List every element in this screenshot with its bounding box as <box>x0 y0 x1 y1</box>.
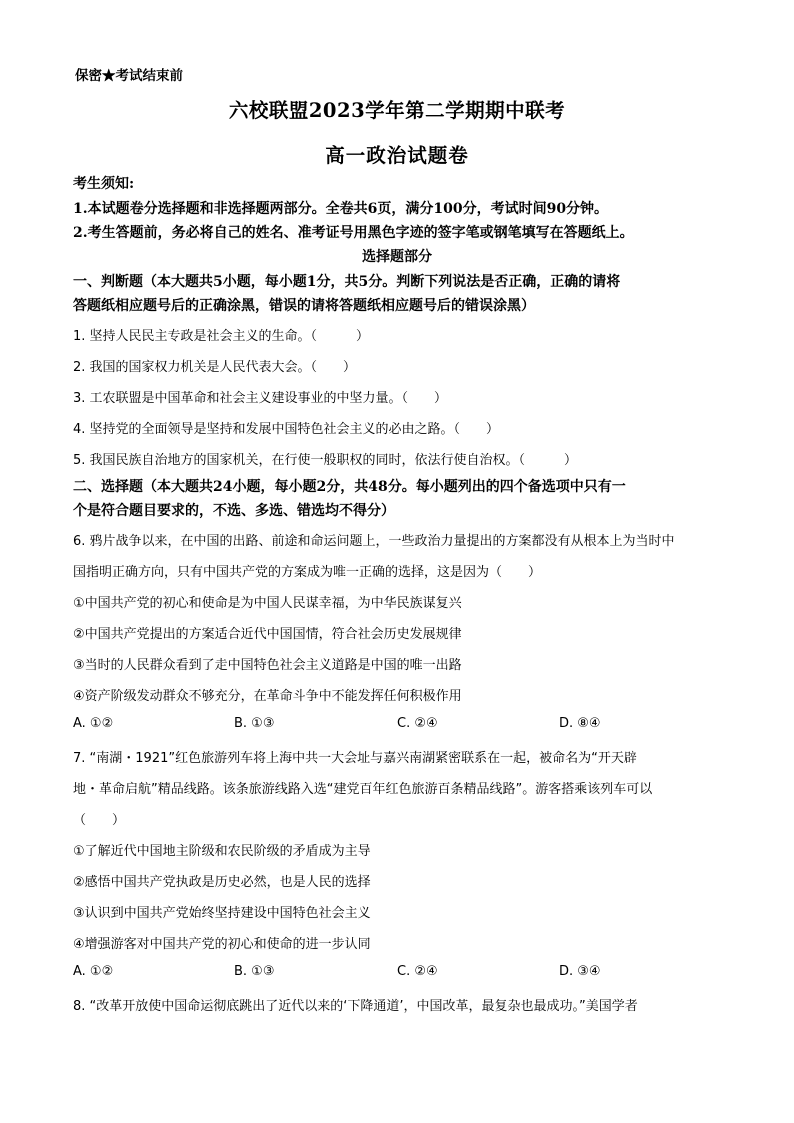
q7-stem-line2: 地・革命启航”精品线路。该条旅游线路入选“建党百年红色旅游百条精品线路”。游客搭乘该列车可以 <box>73 782 653 797</box>
notice-heading: 考生须知: <box>73 176 135 192</box>
q6-option-a: A. ①② <box>73 716 114 731</box>
judgement-question-1: 1. 坚持人民民主专政是社会主义的生命。（ ） <box>73 329 370 344</box>
judgement-question-2: 2. 我国的国家权力机关是人民代表大会。（ ） <box>73 360 357 375</box>
q7-statement-4: ④增强游客对中国共产党的初心和使命的进一步认同 <box>73 937 371 952</box>
q6-option-d: D. ⑧④ <box>559 716 601 731</box>
notice-item-2: 2.考生答题前，务必将自己的姓名、准考证号用黑色字迹的签字笔或钢笔填写在答题纸上。 <box>73 225 634 241</box>
judgement-question-3: 3. 工农联盟是中国革命和社会主义建设事业的中坚力量。（ ） <box>73 391 448 406</box>
q6-option-c: C. ②④ <box>397 716 438 731</box>
judgement-question-4: 4. 坚持党的全面领导是坚持和发展中国特色社会主义的必由之路。（ ） <box>73 422 500 437</box>
part2-heading-line2: 个是符合题目要求的，不选、多选、错选均不得分） <box>73 503 395 519</box>
q7-stem-line1: 7. “南湖・1921”红色旅游列车将上海中共一大会址与嘉兴南湖紧密联系在一起，被命名为“开天辟 <box>73 751 637 766</box>
exam-title: 六校联盟2023学年第二学期期中联考 <box>228 99 566 122</box>
q8-stem-line1: 8. “改革开放使中国命运彻底跳出了近代以来的‘下降通道’，中国改革，最复杂也最成功。”美国学者 <box>73 999 638 1014</box>
q7-option-c: C. ②④ <box>397 964 438 979</box>
q7-statement-3: ③认识到中国共产党始终坚持建设中国特色社会主义 <box>73 906 371 921</box>
part1-heading-line2: 答题纸相应题号后的正确涂黑，错误的请将答题纸相应题号后的错误涂黑） <box>73 298 535 314</box>
q7-option-b: B. ①③ <box>234 964 275 979</box>
notice-item-1: 1.本试题卷分选择题和非选择题两部分。全卷共6页，满分100分，考试时间90分钟。 <box>73 201 609 217</box>
q7-option-a: A. ①② <box>73 964 114 979</box>
q6-stem-line2: 国指明正确方向，只有中国共产党的方案成为唯一正确的选择，这是因为（ ） <box>73 565 542 580</box>
q6-statement-3: ③当时的人民群众看到了走中国特色社会主义道路是中国的唯一出路 <box>73 658 462 673</box>
part1-heading-line1: 一、判断题（本大题共5小题，每小题1分，共5分。判断下列说法是否正确，正确的请将 <box>73 274 621 290</box>
q6-statement-4: ④资产阶级发动群众不够充分，在革命斗争中不能发挥任何积极作用 <box>73 689 462 704</box>
q7-statement-2: ②感悟中国共产党执政是历史必然，也是人民的选择 <box>73 875 371 890</box>
part2-heading-line1: 二、选择题（本大题共24小题，每小题2分，共48分。每小题列出的四个备选项中只有一 <box>73 479 626 495</box>
q6-stem-line1: 6. 鸦片战争以来，在中国的出路、前途和命运问题上，一些政治力量提出的方案都没有从根本上为当时中 <box>73 534 675 549</box>
q7-stem-line3: （ ） <box>73 813 126 828</box>
q6-option-b: B. ①③ <box>234 716 275 731</box>
q6-statement-2: ②中国共产党提出的方案适合近代中国国情，符合社会历史发展规律 <box>73 627 462 642</box>
q6-statement-1: ①中国共产党的初心和使命是为中国人民谋幸福，为中华民族谋复兴 <box>73 596 462 611</box>
section-title: 选择题部分 <box>362 249 432 265</box>
confidential-mark: 保密★考试结束前 <box>75 68 183 84</box>
exam-subtitle: 高一政治试题卷 <box>325 144 469 167</box>
q7-statement-1: ①了解近代中国地主阶级和农民阶级的矛盾成为主导 <box>73 844 371 859</box>
q7-option-d: D. ③④ <box>559 964 601 979</box>
judgement-question-5: 5. 我国民族自治地方的国家机关，在行使一般职权的同时，依法行使自治权。（ ） <box>73 453 578 468</box>
